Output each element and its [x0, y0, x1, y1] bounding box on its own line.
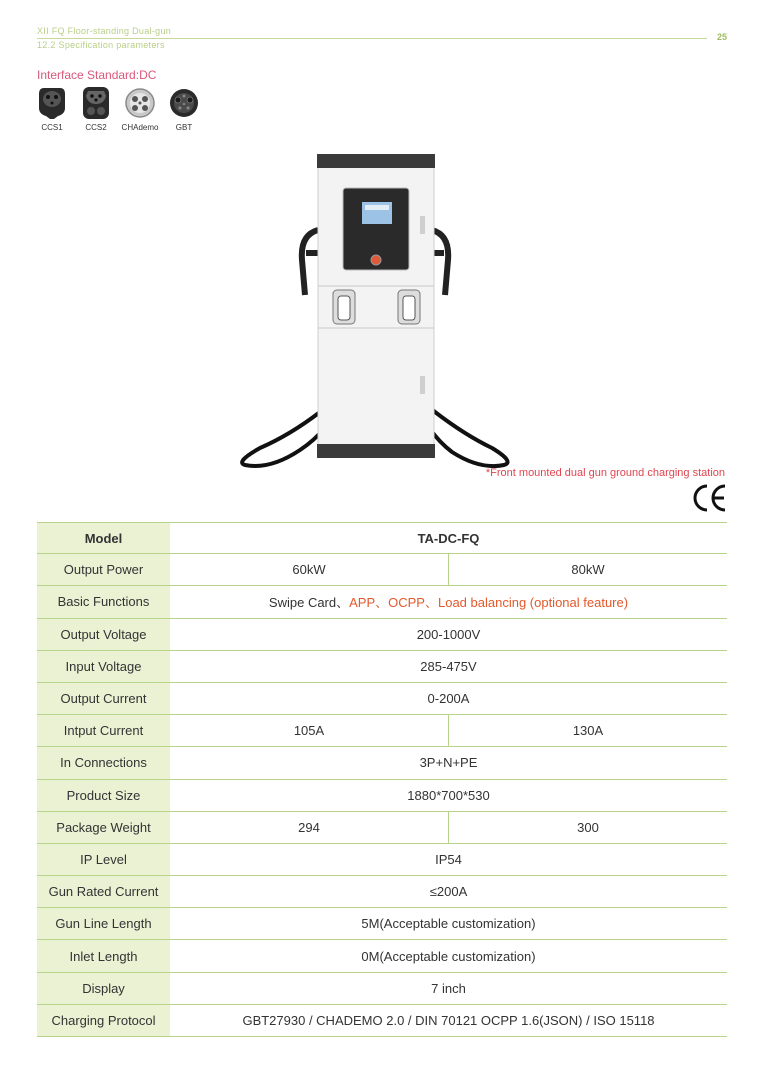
spec-label: Display — [37, 973, 170, 1004]
charging-station-image — [230, 150, 520, 470]
spec-value: TA-DC-FQ — [417, 530, 480, 546]
spec-value: 7 inch — [431, 980, 466, 996]
spec-label: Gun Line Length — [37, 908, 170, 939]
connector-list — [33, 86, 203, 132]
spec-label: Output Current — [37, 683, 170, 714]
spec-value: 1880*700*530 — [407, 787, 490, 803]
spec-label: IP Level — [37, 844, 170, 875]
connector-label: CCS2 — [85, 123, 107, 132]
page-header — [37, 25, 727, 51]
basic-function-text: Swipe Card、 — [268, 595, 350, 611]
spec-row-gun-line-length — [37, 908, 727, 940]
spec-row-input-current — [37, 715, 727, 747]
page-number: 25 — [716, 32, 727, 42]
spec-value: 5M(Acceptable customization) — [361, 916, 536, 932]
spec-value: 285-475V — [420, 658, 477, 674]
ccs2-icon — [80, 86, 112, 120]
chademo-icon — [124, 86, 156, 120]
spec-value: 300 — [448, 812, 727, 843]
spec-row-output-voltage — [37, 619, 727, 651]
interface-title: Interface Standard:DC — [37, 68, 157, 82]
spec-value: 0-200A — [427, 691, 470, 707]
spec-row-output-power — [37, 554, 727, 586]
spec-value: GBT27930 / CHADEMO 2.0 / DIN 70121 OCPP 1.6(JSON) / ISO 15118 — [242, 1012, 655, 1028]
optional-function-text: APP、OCPP、Load balancing (optional feature) — [349, 595, 629, 611]
spec-value: 0M(Acceptable customization) — [361, 948, 536, 964]
spec-value: IP54 — [435, 851, 462, 867]
spec-value: ≤200A — [429, 884, 468, 900]
spec-label: Output Voltage — [37, 619, 170, 650]
spec-label: Gun Rated Current — [37, 876, 170, 907]
spec-label: Package Weight — [37, 812, 170, 843]
ccs1-icon — [36, 86, 68, 120]
connector-ccs1 — [33, 86, 71, 132]
spec-row-output-current — [37, 683, 727, 715]
spec-value: 200-1000V — [416, 626, 481, 642]
spec-row-product-size — [37, 780, 727, 812]
spec-row-ip-level — [37, 844, 727, 876]
spec-value: 60kW — [292, 562, 326, 578]
spec-row-package-weight — [37, 812, 727, 844]
spec-value: 3P+N+PE — [419, 755, 478, 771]
spec-label: Charging Protocol — [37, 1005, 170, 1036]
spec-row-inlet-length — [37, 940, 727, 972]
gbt-icon — [168, 86, 200, 120]
spec-row-basic-functions — [37, 586, 727, 618]
section-title: XII FQ Floor-standing Dual-gun — [37, 26, 172, 36]
spec-row-input-voltage — [37, 651, 727, 683]
connector-chademo — [121, 86, 159, 132]
connector-label: CCS1 — [41, 123, 63, 132]
header-rule — [37, 38, 707, 39]
spec-row-display — [37, 973, 727, 1005]
spec-value: 80kW — [448, 554, 727, 585]
spec-row-in-connections — [37, 747, 727, 779]
spec-label: Intput Current — [37, 715, 170, 746]
spec-value: 294 — [298, 819, 320, 835]
spec-table — [37, 522, 727, 1037]
subsection-title: 12.2 Specification parameters — [37, 40, 165, 50]
spec-row-charging-protocol — [37, 1005, 727, 1037]
connector-label: GBT — [175, 123, 193, 132]
spec-row-model — [37, 522, 727, 554]
spec-row-gun-rated-current — [37, 876, 727, 908]
spec-label: Product Size — [37, 780, 170, 811]
spec-label: In Connections — [37, 747, 170, 778]
spec-label: Basic Functions — [37, 586, 170, 617]
connector-gbt — [165, 86, 203, 132]
spec-label: Input Voltage — [37, 651, 170, 682]
connector-ccs2 — [77, 86, 115, 132]
spec-value: 130A — [448, 715, 727, 746]
ce-mark-icon — [690, 482, 728, 514]
image-caption: *Front mounted dual gun ground charging station — [485, 467, 725, 479]
spec-label: Model — [37, 523, 170, 553]
spec-value — [170, 586, 727, 617]
spec-label: Output Power — [37, 554, 170, 585]
spec-label: Inlet Length — [37, 940, 170, 971]
connector-label: CHAdemo — [121, 123, 159, 132]
spec-value: 105A — [293, 723, 325, 739]
